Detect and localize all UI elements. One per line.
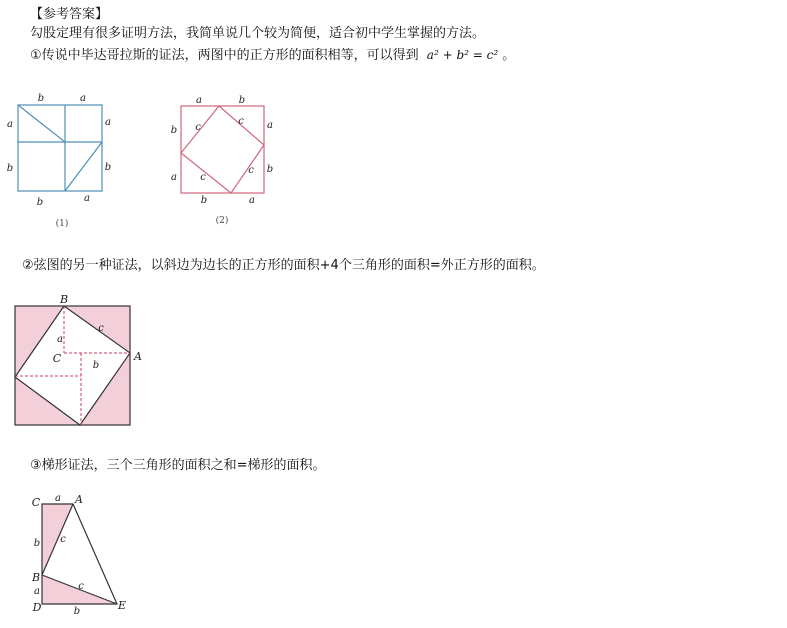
fig2-label-right-b: b (266, 164, 274, 175)
fig2-label-bottom-b: b (200, 195, 208, 206)
fig1-label-top-a: a (80, 93, 86, 104)
m3-label-a-left: a (34, 586, 40, 597)
fig2-label-bottom-a: a (249, 195, 255, 206)
fig1-label-left-b: b (6, 163, 14, 174)
pythagorean-formula: a² + b² = c² (426, 48, 499, 62)
figure-2 (171, 95, 273, 226)
intro-text: 勾股定理有很多证明方法，我简单说几个较为简便，适合初中学生掌握的方法。 (30, 26, 486, 41)
figure-method2 (15, 293, 142, 425)
fig1-caption: (1) (55, 219, 69, 229)
m3-label-c-lower: c (78, 581, 84, 592)
fig2-outer-square (181, 106, 264, 193)
fig1-label-right-a: a (105, 117, 111, 128)
figure-method3 (31, 493, 126, 617)
fig2-inner-square (181, 106, 264, 193)
m3-label-c-upper: c (60, 534, 66, 545)
fig2-label-c4: c (200, 172, 206, 183)
fig2-label-c3: c (248, 165, 254, 176)
fig1-diagonal-top-left (18, 105, 65, 142)
figure-1 (7, 93, 111, 229)
m3-point-C: C (31, 496, 41, 509)
fig2-label-left-a: a (171, 172, 177, 183)
fig1-label-right-b: b (104, 162, 112, 173)
fig1-label-bottom-a: a (84, 193, 90, 204)
fig2-label-top-b: b (238, 95, 246, 106)
m3-point-B: B (31, 571, 41, 584)
method2-text: ②弦图的另一种证法，以斜边为边长的正方形的面积+4个三角形的面积=外正方形的面积。 (22, 258, 545, 273)
m2-point-A: A (134, 350, 142, 363)
fig1-label-left-a: a (7, 119, 13, 130)
m2-point-B: B (59, 293, 69, 306)
fig2-caption: (2) (215, 216, 229, 226)
m3-label-a-top: a (55, 493, 61, 504)
m2-label-c: c (98, 323, 104, 334)
m2-label-b: b (92, 360, 100, 371)
fig1-label-top-b: b (37, 93, 45, 104)
method3-text: ③梯形证法，三个三角形的面积之和=梯形的面积。 (30, 458, 326, 473)
m3-point-E: E (117, 599, 127, 612)
m2-point-C: C (52, 352, 62, 365)
m3-label-b-left: b (33, 538, 41, 549)
fig2-label-right-a: a (267, 120, 273, 131)
fig2-label-top-a: a (196, 95, 202, 106)
m3-point-A: A (75, 493, 83, 506)
m2-label-a: a (57, 334, 63, 345)
fig1-label-bottom-b: b (36, 197, 44, 208)
m3-label-b-bottom: b (73, 606, 81, 617)
m3-point-D: D (32, 601, 42, 614)
fig1-diagonal-bottom-right (65, 142, 102, 191)
method1-end: 。 (502, 48, 516, 63)
answer-header: 【参考答案】 (30, 7, 109, 22)
fig2-label-c2: c (238, 116, 244, 127)
fig2-label-left-b: b (170, 125, 178, 136)
fig1-outer-square (18, 105, 102, 191)
fig2-label-c1: c (195, 122, 201, 133)
method1-sentence: ①传说中毕达哥拉斯的证法，两图中的正方形的面积相等，可以得到 (30, 48, 419, 63)
